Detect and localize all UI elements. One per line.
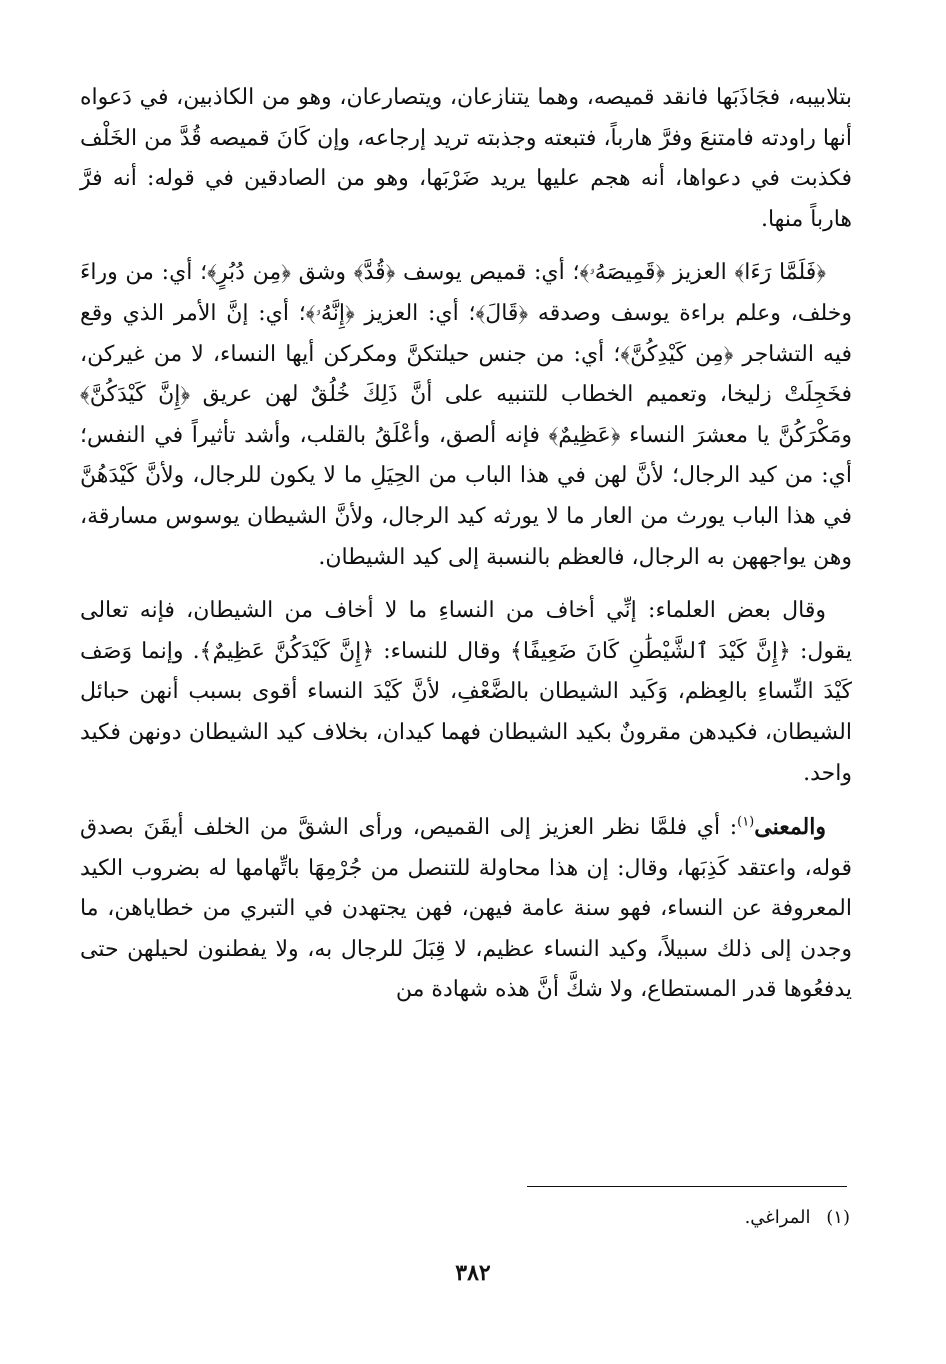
footnote-reference: (١)	[737, 814, 755, 830]
footnote-text: المراغي.	[744, 1207, 811, 1228]
paragraph-gap	[80, 240, 852, 253]
footnote	[500, 1203, 850, 1233]
paragraph-3: وقال بعض العلماء: إنِّي أخاف من النساءِ ما لا أخاف من الشيطان، فإنه تعالى يقول: ﴿إِنَّ كَيْدَ ٱلشَّيْطَٰنِ كَانَ ضَعِيفًا﴾ وقال للنساء: ﴿إِنَّ كَيْدَكُنَّ عَظِيمٌ﴾. وإنما وَصَف كَيْدَ النِّساءِ بالعِظم، وَكَيد الشيطان بالضَّعْفِ، لأنَّ كَيْدَ النساء أقوى بسبب أنهن حبائل الشيطان، فكيدهن مقرونٌ بكيد الشيطان فهما كيدان، بخلاف كيد الشيطان دونهن فكيد واحد.	[80, 598, 852, 786]
footnote-number: (١)	[826, 1207, 850, 1228]
page-number: ٣٨٢	[455, 1260, 491, 1286]
footnote-divider	[527, 1186, 847, 1187]
paragraph-4-lead-word: والمعنى	[754, 814, 826, 841]
paragraph-2: ﴿فَلَمَّا رَءَا﴾ العزيز ﴿قَمِيصَهُۥ﴾؛ أي: قميص يوسف ﴿قُدَّ﴾ وشق ﴿مِن دُبُرٍ﴾؛ أي: من وراءَ وخلف، وعلم براءة يوسف وصدقه ﴿قَالَ﴾؛ أي: العزيز ﴿إِنَّهُۥ﴾؛ أي: إنَّ الأمر الذي وقع فيه التشاجر ﴿مِن كَيْدِكُنَّ﴾؛ أي: من جنس حيلتكنَّ ومكركن أيها النساء، لا من غيركن، فخَجِلَتْ زليخا، وتعميم الخطاب للتنبيه على أنَّ ذَلِكَ خُلُقٌ لهن عريق ﴿إِنَّ كَيْدَكُنَّ﴾ ومَكْرَكُنَّ يا معشرَ النساء ﴿عَظِيمٌ﴾ فإنه ألصق، وأعْلَقُ بالقلب، وأشد تأثيراً في النفس؛ أي: من كيد الرجال؛ لأنَّ لهن في هذا الباب من الحِيَلِ ما لا يكون للرجال، ولأنَّ كَيْدَهُنَّ في هذا الباب يورث من العار ما لا يورثه كيد الرجال، ولأنَّ الشيطان يوسوس مسارقة، وهن يواجههن به الرجال، فالعظم بالنسبة إلى كيد الشيطان.	[80, 260, 852, 570]
paragraph-gap	[80, 578, 852, 591]
paragraph-gap	[80, 794, 852, 807]
paragraph-1: بتلابيبه، فجَاذَبَها فانقد قميصه، وهما يتنازعان، ويتصارعان، وهو من الكاذبين، في دَعواه أنها راودته فامتنعَ وفرَّ هارباً، فتبعته وجذبته تريد إرجاعه، وإن كَانَ قميصه قُدَّ من الخَلْف فكذبت في دعواها، أنه هجم عليها يريد ضَرْبَها، وهو من الصادقين في قوله: أنه فرَّ هارباً منها.	[80, 85, 852, 232]
paragraph-4	[80, 807, 852, 1011]
main-text	[80, 78, 852, 1011]
paragraph-4-body: : أي فلمَّا نظر العزيز إلى القميص، ورأى الشقَّ من الخلف أيقَنَ بصدق قوله، واعتقد كَذِبَها، وقال: إن هذا محاولة للتنصل من جُرْمِهَا باتِّهامها له بضروب الكيد المعروفة عن النساء، فهو سنة عامة فيهن، فهن يجتهدن في التبري من خطاياهن، ما وجدن إلى ذلك سبيلاً، وكيد النساء عظيم، لا قِبَلَ للرجال به، ولا يفطنون لحيلهن حتى يدفعُوها قدر المستطاع، ولا شكَّ أنَّ هذه شهادة من	[80, 815, 852, 1003]
